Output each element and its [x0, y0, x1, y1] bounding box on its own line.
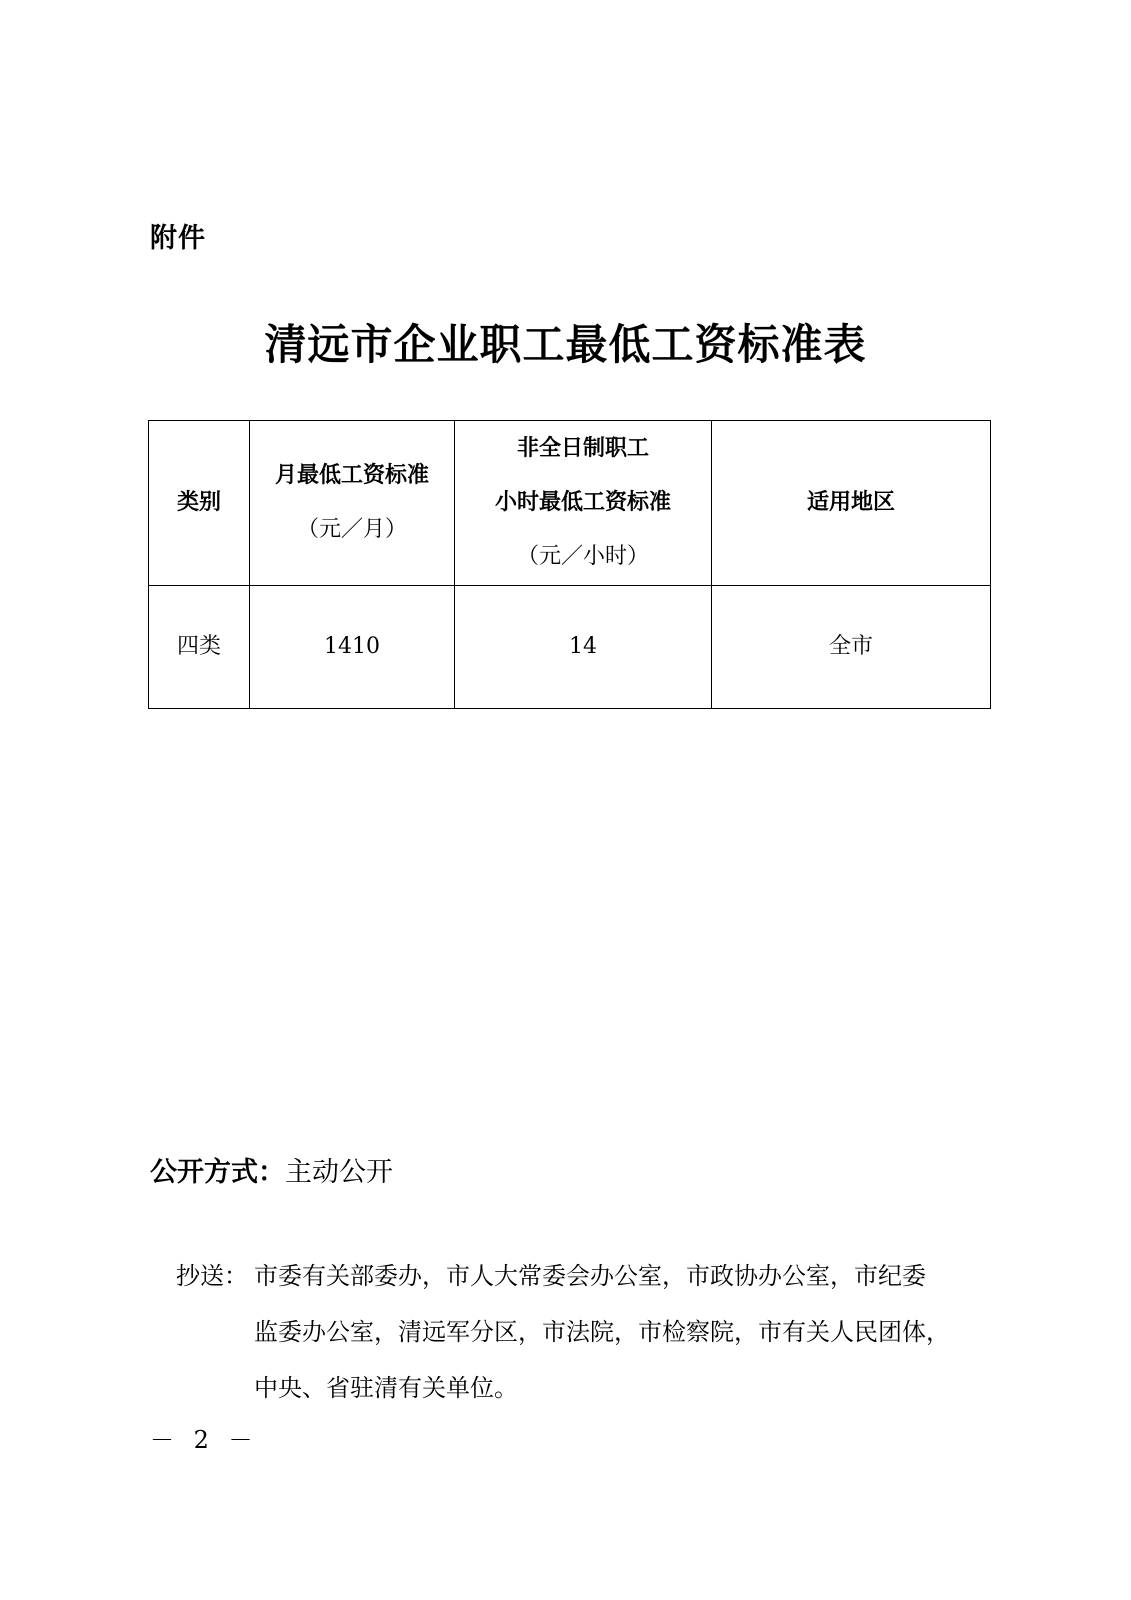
cc-line-2: 监委办公室，清远军分区，市法院，市检察院，市有关人民团体， [254, 1318, 950, 1346]
cell-category: 四类 [149, 586, 250, 709]
page-title: 清远市企业职工最低工资标准表 [264, 320, 867, 369]
header-region: 适用地区 [712, 421, 991, 586]
cell-region: 全市 [712, 586, 991, 709]
cell-hourly-wage: 14 [455, 586, 712, 709]
cc-line-1: 市委有关部委办，市人大常委会办公室，市政协办公室，市纪委 [254, 1262, 926, 1290]
disclosure-label: 公开方式： [150, 1157, 285, 1188]
header-category: 类别 [149, 421, 250, 586]
disclosure-value: 主动公开 [285, 1157, 393, 1188]
cc-row [176, 1248, 996, 1304]
table-header-row [149, 421, 991, 586]
cell-monthly-wage: 1410 [250, 586, 455, 709]
table-row [149, 586, 991, 709]
cc-row [176, 1360, 996, 1416]
cc-recipients [176, 1248, 996, 1416]
cc-row [176, 1304, 996, 1360]
attachment-label: 附件 [150, 223, 206, 254]
cc-label: 抄送： [176, 1262, 248, 1290]
header-hourly-wage: 非全日制职工 小时最低工资标准 （元／小时） [455, 421, 712, 586]
header-monthly-wage: 月最低工资标准 （元／月） [250, 421, 455, 586]
disclosure-method [150, 1150, 393, 1189]
cc-line-3: 中央、省驻清有关单位。 [254, 1374, 518, 1402]
page-number: － 2 － [150, 1426, 259, 1454]
wage-standard-table [148, 420, 991, 709]
